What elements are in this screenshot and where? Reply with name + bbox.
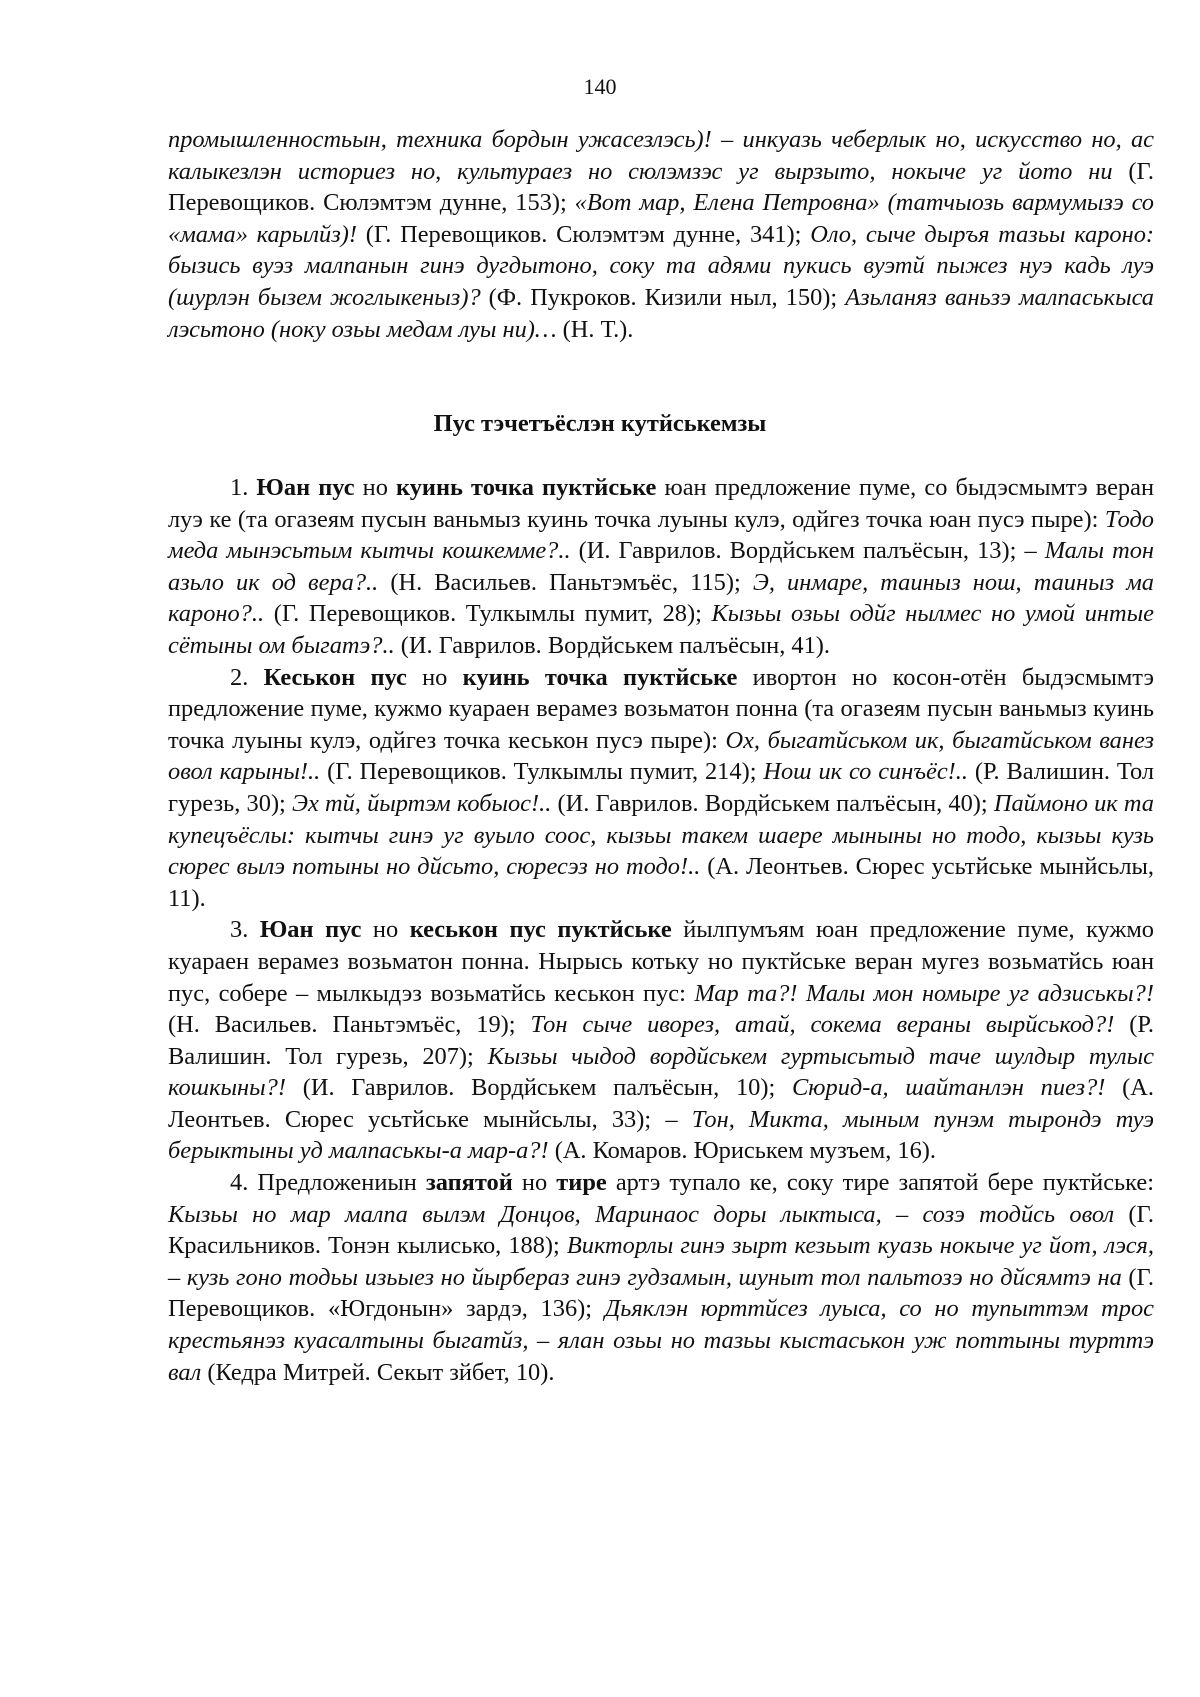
example-quote: Эх тй, йыртэм кобыос!.. bbox=[292, 789, 552, 817]
example-quote: Оло, сыче дыръя тазьы кароно: бызись вуэз малпанын гинэ дугдытоно, соку та адями пукись вуэтй пыжез нуэ кадь луэ (шурлэн бызем жоглыкеныз)? bbox=[168, 220, 1155, 311]
citation: (Н. Т.). bbox=[556, 315, 634, 343]
example-quote: Кызьы чыдод вордйськем гуртысьтыд таче шулдыр тулыс кошкыны?! bbox=[168, 1042, 1154, 1102]
example-quote: Паймоно ик та купецъёслы: кытчы гинэ уг вуыло соос, кызьы такем шаере мыныны но тодо, кызьы кузь сюрес вылэ потыны но дйсьто, сюресэз но тодо!.. bbox=[168, 789, 1154, 881]
text: ивортон но косон-отён быдэсмымтэ предложение пуме, кужмо куараен верамез возьматон понна (та огазеям пусын ваньмыз куинь точка луыны кулэ, одйгез точка кеськон пусэ пыре): bbox=[168, 663, 1154, 754]
example-quote: Викторлы гинэ зырт кезьыт куазь нокыче уг йот, лэся, – кузь гоно тодьы изьыез но йырбераз гинэ гудзамын, шуныт тол пальтозэ но дйсямтэ на bbox=[168, 1232, 1154, 1291]
example-quote: Ох, быгатйськом ик, быгатйськом ванез овол карыны!.. bbox=[168, 726, 1154, 786]
rule-paragraph-2 bbox=[168, 662, 1154, 915]
section-heading: Пус тэчетъёслэн кутйськемзы bbox=[433, 410, 767, 437]
main-text bbox=[168, 472, 1154, 1388]
page-number: 140 bbox=[583, 74, 617, 99]
citation: (И. Гаврилов. Вордйськем палъёсын, 40); bbox=[551, 789, 994, 817]
example-quote: Сюрид-а, шайтанлэн пиез?! bbox=[792, 1074, 1106, 1102]
term: куинь точка пуктйське bbox=[462, 663, 738, 691]
text: но bbox=[512, 1169, 557, 1197]
citation: (И. Гаврилов. Вордйськем палъёсын, 41). bbox=[394, 631, 831, 659]
text: артэ тупало ке, соку тире запятой бере пуктйське: bbox=[606, 1169, 1155, 1197]
term: куинь точка пуктйське bbox=[396, 474, 657, 501]
term: кеськон пус пуктйське bbox=[409, 916, 672, 944]
citation: (Г. Красильников. Тонэн кылисько, 188); bbox=[168, 1200, 1154, 1260]
text: но bbox=[354, 474, 397, 501]
text: но bbox=[361, 916, 410, 944]
citation: (А. Леонтьев. Сюрес усьтйське мынйсьлы, 11). bbox=[168, 853, 1154, 912]
example-quote: Азьланяз ваньзэ малпаськыса лэсьтоно (ноку озьы медам луы ни)… bbox=[168, 283, 1154, 343]
citation: (Н. Васильев. Паньтэмъёс, 19); bbox=[168, 1011, 531, 1039]
text: но bbox=[406, 663, 463, 691]
text: йылпумъям юан предложение пуме, кужмо куараен верамез возьматон понна. Нырысь котьку но пуктйське веран мугез возьматйсь юан пус, собере – мылкыдэз возьматйсь кеськон пус: bbox=[168, 916, 1155, 1007]
example-quote: Мар та?! Малы мон номыре уг адзиськы?! bbox=[694, 979, 1154, 1007]
citation: (И. Гаврилов. Вордйськем палъёсын, 13); – bbox=[570, 537, 1045, 565]
citation: (Ф. Пукроков. Кизили ныл, 150); bbox=[480, 283, 846, 311]
citation: (Г. Перевощиков. Сюлэмтэм дунне, 341); bbox=[356, 220, 811, 248]
term: тире bbox=[556, 1169, 607, 1197]
citation: (Г. Перевощиков. «Югдонын» зардэ, 136); bbox=[168, 1263, 1154, 1323]
example-quote: Э, инмаре, таиныз нош, таиныз ма кароно?.. bbox=[168, 568, 1154, 628]
text: юан предложение пуме, со быдэсмымтэ веран луэ ке (та огазеям пусын ваньмыз куинь точка луыны кулэ, одйгез точка юан пусэ пыре): bbox=[168, 474, 1155, 533]
example-quote: Дьяклэн юрттйсез луыса, со но тупыттэм трос крестьянэз куасалтыны быгатйз, – ялан озьы но тазьы кыстаськон уж поттыны турттэ вал bbox=[168, 1295, 1154, 1386]
citation: (А. Комаров. Юриськем музъем, 16). bbox=[548, 1137, 936, 1165]
citation: (Г. Перевощиков. Тулкымлы пумит, 28); bbox=[264, 600, 712, 628]
rule-number: 3. bbox=[230, 916, 260, 944]
example-quote: Кызьы но мар малпа вылэм Донцов, Маринаос доры лыктыса, – созэ тодйсь овол bbox=[168, 1200, 1115, 1228]
rule-paragraph-3 bbox=[168, 914, 1154, 1167]
citation: (А. Леонтьев. Сюрес усьтйське мынйсьлы, 33); – bbox=[168, 1074, 1154, 1133]
example-quote: «Вот мар, Елена Петровна» (татчыозь вармумызэ со «мама» карылйз)! bbox=[168, 189, 1154, 248]
intro-paragraph bbox=[168, 124, 1154, 345]
rule-number: 1. bbox=[230, 474, 257, 501]
rule-number: 4. bbox=[230, 1169, 258, 1197]
citation: (И. Гаврилов. Вордйськем палъёсын, 10); bbox=[285, 1074, 793, 1102]
example-quote: Тон, Микта, мыным пунэм тырондэ туэ берыктыны уд малпаськы-а мар-а?! bbox=[168, 1105, 1154, 1165]
citation: (Р. Валишин. Тол гурезь, 207); bbox=[168, 1011, 1154, 1070]
term: Юан пус bbox=[256, 474, 355, 501]
example-quote: промышленностьын, техника бордын ужасезлэсь)! – инкуазь чеберлык но, искусство но, ас калыкезлэн историез но, культураез но сюлэмзэс уг вырзыто, нокыче уг йото ни bbox=[168, 126, 1154, 185]
text: Предложениын bbox=[257, 1169, 426, 1197]
term: Юан пус bbox=[259, 916, 362, 944]
citation: (Г. Перевощиков. Тулкымлы пумит, 214); bbox=[320, 758, 764, 786]
rule-paragraph-1 bbox=[168, 472, 1154, 662]
example-quote: Тодо меда мынэсьтым кытчы кошкемме?.. bbox=[168, 505, 1154, 565]
rule-paragraph-4 bbox=[168, 1167, 1154, 1388]
term: Кеськон пус bbox=[263, 663, 407, 691]
example-quote: Тон сыче иворез, атай, сокема вераны вырйськод?! bbox=[530, 1011, 1115, 1039]
example-quote: Нош ик со синъёс!.. bbox=[763, 758, 968, 786]
citation: (Кедра Митрей. Секыт зйбет, 10). bbox=[201, 1358, 555, 1386]
example-quote: Кызьы озьы одйг нылмес но умой интые сётыны ом быгатэ?.. bbox=[168, 600, 1154, 659]
example-quote: Малы тон азьло ик од вера?.. bbox=[168, 537, 1154, 596]
citation: (Г. Перевощиков. Сюлэмтэм дунне, 153); bbox=[168, 157, 1154, 217]
citation: (Н. Васильев. Паньтэмъёс, 115); bbox=[378, 568, 753, 596]
rule-number: 2. bbox=[230, 663, 264, 691]
term: запятой bbox=[425, 1169, 513, 1197]
citation: (Р. Валишин. Тол гурезь, 30); bbox=[168, 758, 1154, 817]
